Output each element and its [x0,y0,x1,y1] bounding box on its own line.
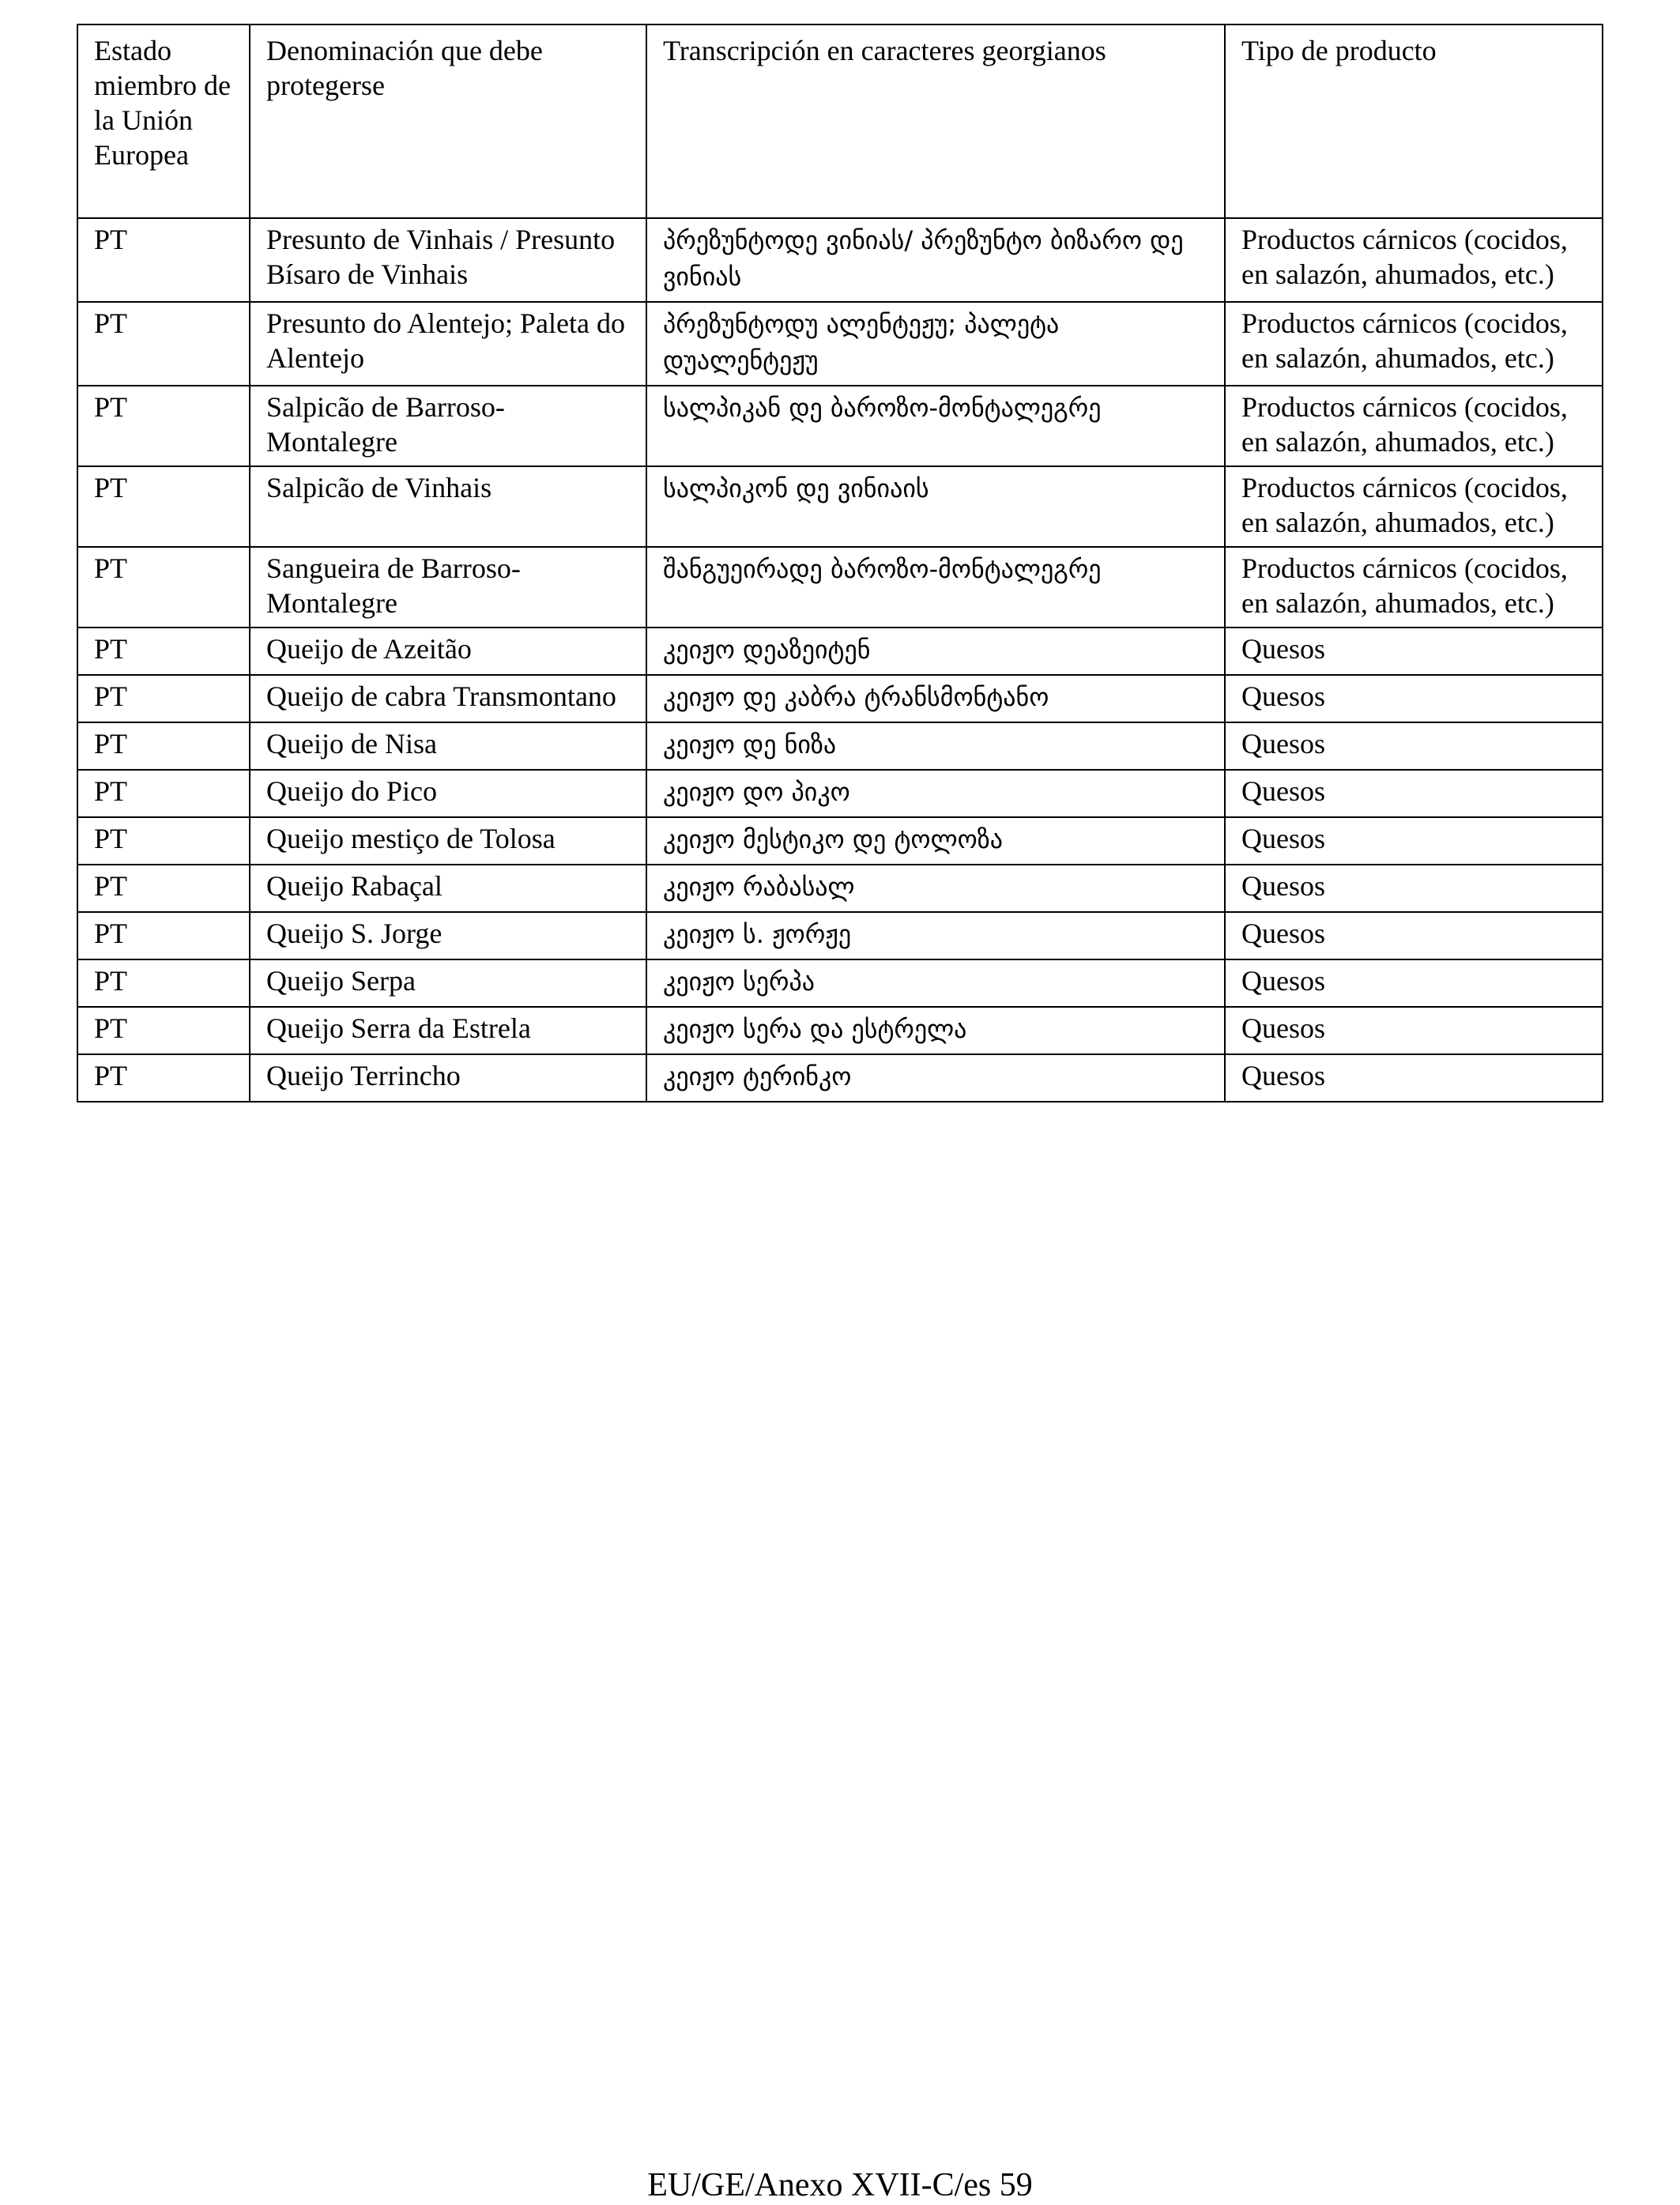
protected-denominations-table [77,24,1603,1102]
cell-georgian-transcription: კეიჟო მესტიკო დე ტოლოზა [646,817,1225,865]
cell-member-state: PT [77,912,250,959]
cell-denomination: Queijo Rabaçal [250,865,646,912]
header-product-type: Tipo de producto [1225,24,1603,218]
cell-georgian-transcription: პრეზუნტოდუ ალენტეჟუ; პალეტა დუალენტეჟუ [646,302,1225,386]
cell-denomination: Queijo S. Jorge [250,912,646,959]
page-footer-reference: EU/GE/Anexo XVII-C/es 59 [647,2167,1033,2203]
cell-georgian-transcription: შანგუეირადე ბაროზო-მონტალეგრე [646,547,1225,628]
table-header [77,24,1603,218]
cell-member-state: PT [77,770,250,817]
cell-product-type: Quesos [1225,628,1603,675]
cell-product-type: Productos cárnicos (cocidos, en salazón, ahumados, etc.) [1225,302,1603,386]
table-row [77,817,1603,865]
cell-denomination: Sangueira de Barroso-Montalegre [250,547,646,628]
cell-denomination: Queijo Terrincho [250,1054,646,1102]
cell-product-type: Quesos [1225,817,1603,865]
header-member-state: Estado miembro de la Unión Europea [77,24,250,218]
cell-product-type: Quesos [1225,959,1603,1007]
table-body [77,218,1603,1102]
table-row [77,675,1603,722]
cell-georgian-transcription: კეიჟო სერპა [646,959,1225,1007]
cell-denomination: Queijo de Nisa [250,722,646,770]
table-row [77,865,1603,912]
table-row [77,466,1603,547]
cell-member-state: PT [77,1054,250,1102]
cell-product-type: Productos cárnicos (cocidos, en salazón, ahumados, etc.) [1225,547,1603,628]
cell-member-state: PT [77,1007,250,1054]
cell-member-state: PT [77,865,250,912]
cell-georgian-transcription: კეიჟო დე ნიზა [646,722,1225,770]
cell-georgian-transcription: კეიჟო ტერინკო [646,1054,1225,1102]
table-row [77,547,1603,628]
cell-denomination: Presunto de Vinhais / Presunto Bísaro de Vinhais [250,218,646,302]
table-row [77,912,1603,959]
cell-georgian-transcription: სალპიკონ დე ვინიაის [646,466,1225,547]
cell-georgian-transcription: კეიჟო რაბასალ [646,865,1225,912]
cell-denomination: Queijo mestiço de Tolosa [250,817,646,865]
table-row [77,386,1603,466]
cell-denomination: Queijo Serra da Estrela [250,1007,646,1054]
cell-member-state: PT [77,386,250,466]
cell-product-type: Quesos [1225,865,1603,912]
cell-member-state: PT [77,817,250,865]
cell-product-type: Quesos [1225,912,1603,959]
cell-member-state: PT [77,218,250,302]
cell-georgian-transcription: პრეზუნტოდე ვინიას/ პრეზუნტო ბიზარო დე ვინიას [646,218,1225,302]
table-row [77,218,1603,302]
cell-member-state: PT [77,466,250,547]
cell-denomination: Queijo de cabra Transmontano [250,675,646,722]
cell-product-type: Productos cárnicos (cocidos, en salazón, ahumados, etc.) [1225,218,1603,302]
header-row [77,24,1603,218]
cell-member-state: PT [77,628,250,675]
table-row [77,722,1603,770]
table-row [77,1007,1603,1054]
cell-denomination: Queijo de Azeitão [250,628,646,675]
header-georgian-transcription: Transcripción en caracteres georgianos [646,24,1225,218]
cell-georgian-transcription: კეიჟო სერა და ესტრელა [646,1007,1225,1054]
table-row [77,628,1603,675]
cell-product-type: Quesos [1225,1007,1603,1054]
cell-product-type: Quesos [1225,675,1603,722]
cell-member-state: PT [77,722,250,770]
table-row [77,1054,1603,1102]
cell-georgian-transcription: სალპიკან დე ბაროზო-მონტალეგრე [646,386,1225,466]
table-row [77,302,1603,386]
cell-denomination: Queijo do Pico [250,770,646,817]
cell-georgian-transcription: კეიჟო ს. ჟორჟე [646,912,1225,959]
table-row [77,959,1603,1007]
cell-product-type: Productos cárnicos (cocidos, en salazón, ahumados, etc.) [1225,466,1603,547]
cell-denomination: Salpicão de Vinhais [250,466,646,547]
cell-member-state: PT [77,959,250,1007]
cell-denomination: Salpicão de Barroso-Montalegre [250,386,646,466]
cell-product-type: Quesos [1225,722,1603,770]
cell-product-type: Productos cárnicos (cocidos, en salazón, ahumados, etc.) [1225,386,1603,466]
cell-georgian-transcription: კეიჟო დო პიკო [646,770,1225,817]
cell-product-type: Quesos [1225,1054,1603,1102]
cell-member-state: PT [77,675,250,722]
cell-denomination: Presunto do Alentejo; Paleta do Alentejo [250,302,646,386]
cell-georgian-transcription: კეიჟო დეაზეიტენ [646,628,1225,675]
cell-denomination: Queijo Serpa [250,959,646,1007]
table-row [77,770,1603,817]
cell-georgian-transcription: კეიჟო დე კაბრა ტრანსმონტანო [646,675,1225,722]
cell-product-type: Quesos [1225,770,1603,817]
cell-member-state: PT [77,547,250,628]
header-denomination: Denominación que debe protegerse [250,24,646,218]
cell-member-state: PT [77,302,250,386]
